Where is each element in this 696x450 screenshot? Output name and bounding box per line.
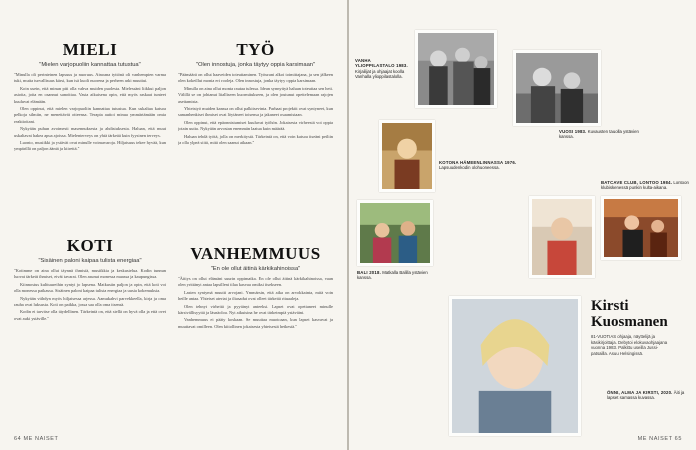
section-koti	[14, 236, 166, 436]
family-photo-icon	[513, 50, 601, 126]
paragraph: Nykyään viihdyn myös hiljaisessa arjessa. Aamukahvi parvekkeella, kirja ja oma rauha ovat luksusta. Koti on paikka, jossa saa olla oma itsensä.	[14, 295, 166, 308]
photo-caption	[357, 270, 437, 281]
paragraph: Vanhemmuus ei pääty koskaan. Se muuttaa muotoaan, kun lapset kasvavat ja muuttavat omilleen. Olen kiitollinen jokaisesta yhteisestä hetkestä."	[178, 317, 333, 329]
photo-caption	[607, 390, 691, 401]
caption-title: KOTONA HÄMEENLINNASSA 1976.	[439, 160, 517, 165]
caption-text: Lapsuudenkodin olohuoneessa.	[439, 165, 500, 171]
paragraph: Olen tehnyt virheitä ja pyytänyt anteeksi. Lapset ovat opettaneet minulle kärsivällisyyttä ja läsnäoloa. Nyt aikuisina he ovat tärkeimpiä ystäviäni.	[178, 303, 333, 316]
caption-text: Kirjailijat ja ohjaajat koolla Vanhalla ylioppilastalolla.	[355, 68, 405, 80]
caption-text: Kuvausten tauolla ystävien kanssa.	[559, 129, 639, 140]
person-bio: 81-VUOTIAS ohjaaja, näyttelijä ja käsikirjoittaja. Debytoi elokuvaohjaajana vuonna 1983. Palkittu useilla Jussi-patsailla. Asuu Helsingissä.	[591, 334, 668, 356]
paragraph: "Äitiys on ollut elämäni suurin oppimatka. En ole ollut äitinä kärkikahinoissa, vaan olen yrittänyt antaa lapsilleni tilaa kasvaa omiksi itsekseen.	[178, 276, 333, 288]
left-column	[14, 40, 166, 440]
section-lead: "En ole ollut äitinä kärkikahinoissa"	[210, 266, 301, 272]
left-page	[0, 0, 347, 450]
caption-title: BALI 2018.	[357, 270, 381, 275]
caption-title: VUOSI 1983.	[559, 129, 587, 134]
paragraph: Lasten syntymä muutti arvojani. Ymmärsin, että aika on arvokkainta, mitä voin heille antaa. Yhteiset ateriat ja iltasadut ovat olleet tärkeitä rituaaleja.	[178, 289, 333, 302]
caption-title: VANHA YLIOPPILASTALO 1983.	[355, 58, 408, 69]
portrait-photo-icon	[379, 120, 435, 192]
page-folio-left: 64 ME NAISET	[14, 436, 59, 442]
section-body	[14, 72, 166, 153]
paragraph: "Minulla oli perinteinen lapsuus ja nuoruus. Ainoana tyttönä oli vanhempien varma tuki, mutta turvallisuus kärsi, kun isä kuoli nuorena ja perheen arki muuttui.	[14, 72, 166, 84]
paragraph: "Päämäärä on ollut haaveiden toteuttaminen. Työurani alkoi toimittajana, ja sen jälkeen olen kokeillut monia eri rooleja. Olen innostuja, jonka täytyy oppia karsimaan.	[178, 72, 333, 84]
paragraph: Olen oppinut, että mielen varjopuoliin kannattaa tutustua. Kun uskaltaa katsoa pelkoja silmiin, ne menettävät otteensa. Terapia auttoi minua ymmärtämään omia reaktioitani.	[14, 106, 166, 124]
caption-text: Äiti ja lapset samassa kuvassa.	[607, 390, 685, 401]
caption-text: Lontoon klubiskenessä punkin kulta-aikana.	[601, 180, 689, 191]
caption-title: BATCAVE CLUB, LONTOO 1984.	[601, 180, 673, 185]
photo-caption	[601, 180, 691, 191]
page-folio-right: ME NAISET 65	[637, 436, 682, 442]
club-photo-icon	[601, 196, 681, 260]
paragraph: Nykyään puhun avoimesti masennuksesta ja ahdistuksesta. Haluan, että muut uskaltavat hakea apua ajoissa. Mielenterveys on yhtä tärkeää kuin fyysinen terveys.	[14, 126, 166, 138]
photo-caption	[439, 160, 519, 171]
section-body	[178, 72, 333, 146]
right-page	[349, 0, 696, 450]
section-title: KOTI	[66, 236, 114, 255]
paragraph: Luonto, musiikki ja ystävät ovat minulle voimavaroja. Hiljaisuus tekee hyvää, kun ympärillä on paljon ääntä ja kiirettä."	[14, 140, 166, 152]
section-title: MIELI	[62, 40, 118, 59]
caption-title: ÖNNI, ALMA JA KIRSTI, 2020.	[607, 390, 673, 395]
main-portrait-icon	[449, 296, 581, 436]
paragraph: Yhteistyö muiden kanssa on ollut palkitsevinta. Parhaat projektit ovat syntyneet, kun samanhenkiset ihmiset ovat löytäneet toisensa ja jakaneet osaamistaan.	[178, 106, 333, 118]
paragraph: Kiinnostus kulttuureihin syntyi jo lapsena. Matkustin paljon ja opin, että koti voi olla monessa paikassa. Sisäinen paloni kaipaa tulista energiaa ja uusia kokemuksia.	[14, 281, 166, 294]
section-mieli	[14, 40, 166, 232]
paragraph: Kodin ei tarvitse olla täydellinen. Tärkeintä on, että siellä on hyvä olla ja että ovet ovat auki ystäville."	[14, 309, 166, 321]
paragraph: "Kotimme on aina ollut täynnä ihmisiä, musiikkia ja keskustelua. Kodin tunnun luovat tärkeät ihmiset, eivät tavarat. Olen asunut monessa maassa ja kaupungissa.	[14, 268, 166, 280]
paragraph: Minulla on aina ollut monta rautaa tulessa. Idean synnyttyä haluan toteuttaa sen heti. Välillä se on johtanut liialliseen kuormitukseen, ja olen joutunut opettelemaan rajojen asettamista.	[178, 85, 333, 104]
section-title: VANHEMMUUS	[190, 244, 321, 263]
section-title: TYÖ	[236, 40, 275, 59]
paragraph: Haluan tehdä työtä, jolla on merkitystä. Tärkeintä on, että voin katsoa itseäni peiliin ja olla ylpeä siitä, mitä olen saanut aikaan."	[178, 133, 333, 146]
paragraph: Koin usein, että minun piti olla vahva muiden puolesta. Mielessäni liikkui paljon asioita, joita en osannut sanoittaa. Vasta aikuisena opin, että myös raskaat tunteet kuuluvat elämään.	[14, 85, 166, 104]
section-lead: "Olen innostuja, jonka täytyy oppia karsimaan"	[195, 62, 316, 68]
caption-text: Matkalla Balilla ystävien kanssa.	[357, 270, 428, 281]
section-lead: "Sisäinen paloni kaipaa tulista energiaa"	[38, 258, 142, 264]
person-name: Kirsti Kuosmanen	[591, 298, 668, 330]
section-body	[14, 268, 166, 322]
travel-photo-icon	[357, 200, 433, 266]
name-block	[591, 298, 675, 356]
paragraph: Olen oppinut, että epäonnistumiset kuuluvat työhön. Jokaisesta virheestä voi oppia jotain uutta. Nykyään arvostan enemmän laatua kuin määrää.	[178, 119, 333, 132]
section-body	[178, 276, 333, 330]
right-column	[178, 40, 333, 440]
photo-caption	[355, 58, 411, 80]
section-lead: "Mielen varjopuoliin kannattaa tutustua"	[39, 62, 141, 68]
family-photo-icon	[529, 196, 595, 278]
group-photo-icon	[415, 30, 497, 108]
section-tyo	[178, 40, 333, 240]
photo-caption	[559, 129, 639, 140]
section-vanhemmuus	[178, 244, 333, 436]
